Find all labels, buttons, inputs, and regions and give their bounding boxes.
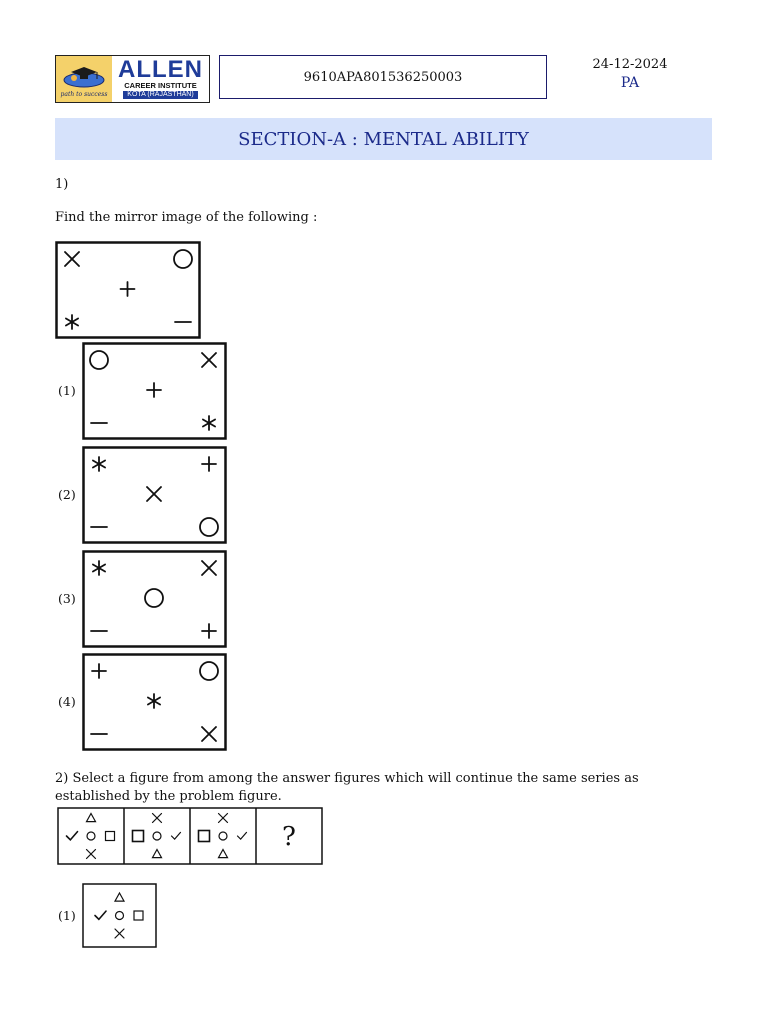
tick-symbol [67,832,78,840]
q1-option-3-figure[interactable] [82,550,227,648]
tick-symbol [95,911,106,919]
triangle-symbol [87,814,96,822]
asterisk-symbol [203,416,215,430]
circle-symbol [116,912,124,920]
figure-border [84,552,226,647]
tick-symbol [172,832,181,839]
q2-option-1-figure[interactable] [82,883,158,949]
triangle-symbol [153,850,162,858]
allen-logo [55,55,210,103]
asterisk-symbol [93,457,105,471]
square-symbol [133,831,144,842]
question-1-text: Find the mirror image of the following : [55,210,318,225]
circle-symbol [219,832,227,840]
logo-subtitle: CAREER INSTITUTE [124,81,197,90]
graduation-cap-icon [59,62,109,92]
q1-option-2-label[interactable]: (2) [58,487,76,502]
exam-date: 24-12-2024 [592,57,668,72]
circle-symbol [174,250,192,268]
q2-problem-figures [57,807,325,865]
logo-tagline: path to success [60,91,108,98]
circle-symbol [145,589,163,607]
asterisk-symbol [93,561,105,575]
paper-code-box [219,55,547,99]
q1-option-2-figure[interactable] [82,446,227,544]
q1-option-1-label[interactable]: (1) [58,383,76,398]
square-symbol [199,831,210,842]
cross-symbol [115,929,124,938]
circle-symbol [200,518,218,536]
q1-problem-figure [55,241,201,339]
section-header [55,118,712,160]
paper-code: 9610APA801536250003 [303,69,463,85]
logo-location: KOTA (RAJASTHAN) [123,91,197,99]
logo-emblem [56,56,112,102]
question-2-text: 2) Select a figure from among the answer figures which will continue the same series as established by the problem figure. [55,771,639,804]
tick-symbol [238,832,247,839]
triangle-symbol [219,850,228,858]
cross-symbol [202,727,216,741]
plus-symbol [92,664,106,678]
cross-symbol [65,252,79,266]
plus-symbol [202,457,216,471]
square-symbol [106,832,115,841]
circle-symbol [90,351,108,369]
asterisk-symbol [66,315,78,329]
question-mark: ? [282,822,296,852]
cross-symbol [153,814,162,823]
section-title: SECTION-A : MENTAL ABILITY [238,128,529,150]
cross-symbol [202,561,216,575]
circle-symbol [87,832,95,840]
plus-symbol [147,383,161,397]
logo-brand: ALLEN [118,56,203,83]
circle-symbol [200,662,218,680]
q1-option-4-figure[interactable] [82,653,227,751]
cross-symbol [147,487,161,501]
q2-option-1-label[interactable]: (1) [58,908,76,923]
q1-option-4-label[interactable]: (4) [58,694,76,709]
paper-label: PA [620,75,640,91]
asterisk-symbol [148,694,160,708]
circle-symbol [153,832,161,840]
plus-symbol [121,282,135,296]
q1-option-3-label[interactable]: (3) [58,591,76,606]
question-1-number: 1) [55,177,69,192]
square-symbol [134,911,143,920]
cross-symbol [219,814,228,823]
plus-symbol [202,624,216,638]
triangle-symbol [115,893,124,901]
q1-option-1-figure[interactable] [82,342,227,440]
cross-symbol [202,353,216,367]
cross-symbol [87,850,96,859]
